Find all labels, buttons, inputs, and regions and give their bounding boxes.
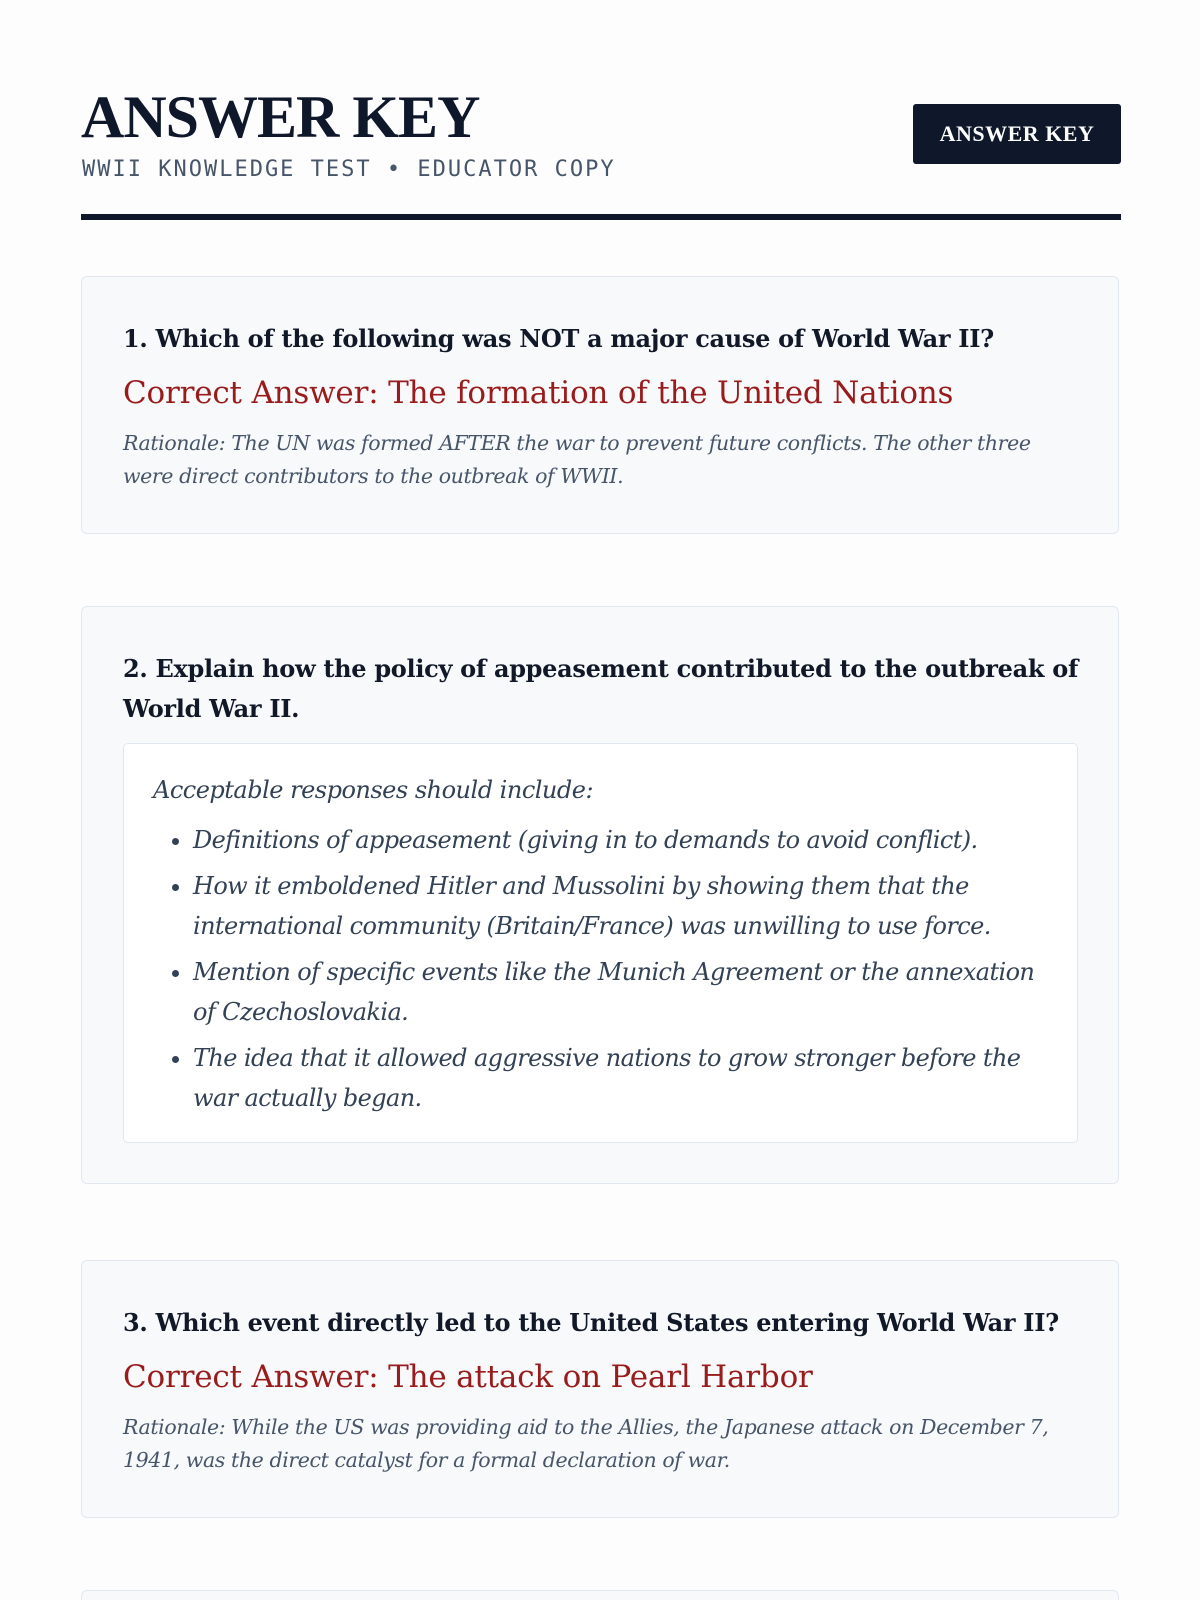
- list-item: • Mention of specific events like the Munich Agreement or the annexation of Czechoslovakia.: [193, 952, 1049, 1032]
- question-card-3: [81, 1260, 1119, 1518]
- correct-answer: Correct Answer: The formation of the United Nations: [123, 375, 954, 411]
- question-prompt: 1. Which of the following was NOT a major cause of World War II?: [123, 324, 994, 353]
- acceptable-responses-box: [123, 743, 1078, 1143]
- question-card-1: [81, 276, 1119, 534]
- correct-answer: Correct Answer: The attack on Pearl Harbor: [123, 1359, 813, 1395]
- page-header: [81, 0, 1121, 222]
- question-card-4-partial: [81, 1590, 1119, 1600]
- list-item: • The idea that it allowed aggressive nations to grow stronger before the war actually began.: [193, 1038, 1049, 1118]
- list-item: • Definitions of appeasement (giving in to demands to avoid conflict).: [193, 820, 1049, 860]
- rationale: Rationale: While the US was providing aid to the Allies, the Japanese attack on December 7, 1941, was the direct catalyst for a formal declaration of war.: [123, 1415, 1049, 1472]
- list-item: • How it emboldened Hitler and Mussolini by showing them that the international community (Britain/France) was unwilling to use force.: [193, 866, 1049, 946]
- rationale: Rationale: The UN was formed AFTER the war to prevent future conflicts. The other three were direct contributors to the outbreak of WWII.: [123, 431, 1031, 488]
- page-title: ANSWER KEY: [81, 84, 480, 150]
- responses-list: [153, 820, 1049, 1118]
- page-subtitle: WWII KNOWLEDGE TEST • EDUCATOR COPY: [82, 157, 616, 182]
- answer-key-badge: ANSWER KEY: [913, 104, 1121, 164]
- responses-lead: Acceptable responses should include:: [153, 776, 594, 804]
- question-prompt: 2. Explain how the policy of appeasement contributed to the outbreak of World War II.: [123, 654, 1078, 723]
- header-divider: [81, 214, 1121, 220]
- question-card-2: [81, 606, 1119, 1184]
- answer-key-page: [81, 0, 1121, 1472]
- question-prompt: 3. Which event directly led to the United States entering World War II?: [123, 1308, 1059, 1337]
